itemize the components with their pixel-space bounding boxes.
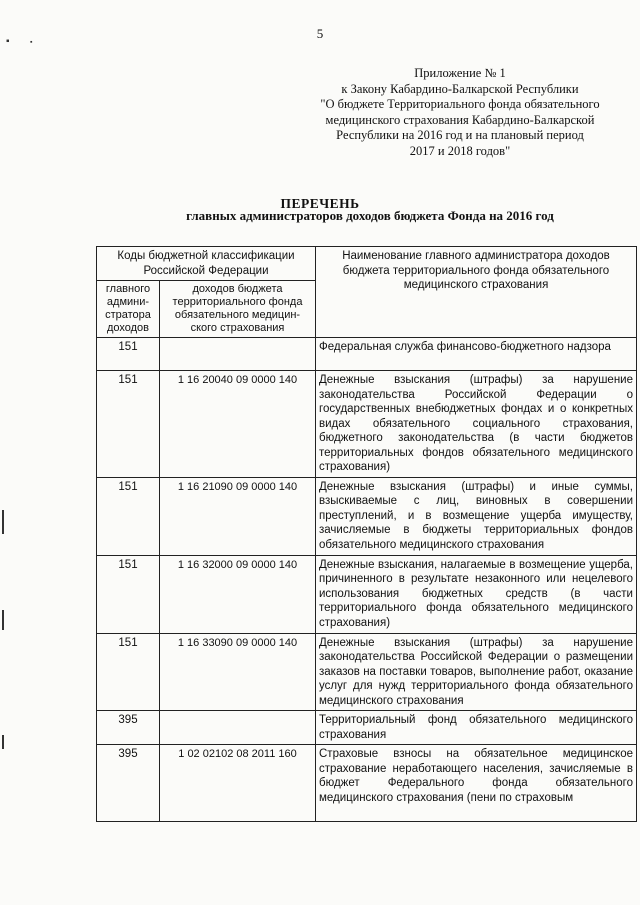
name-cell: Денежные взыскания, налагаемые в возмещение ущерба, причиненного в результате незаконного или нецелевого использования бюджетных средств (в части территориального фонда обязательного медицинского страхования) — [316, 555, 637, 633]
admin-code-cell: 395 — [97, 711, 160, 745]
income-code-cell — [160, 338, 316, 371]
document-subtitle: главных администраторов доходов бюджета Фонда на 2016 год — [186, 208, 554, 223]
scan-speck: ▪ — [30, 38, 33, 46]
admin-code-cell: 151 — [97, 555, 160, 633]
admin-code-cell: 151 — [97, 477, 160, 555]
name-cell: Территориальный фонд обязательного медицинского страхования — [316, 711, 637, 745]
annex-block — [300, 66, 620, 159]
table-row — [97, 633, 637, 711]
document-title: ПЕРЕЧЕНЬ — [280, 196, 360, 211]
scan-speck: ▪ — [6, 36, 10, 47]
table-row — [97, 338, 637, 371]
admin-code-cell: 151 — [97, 633, 160, 711]
annex-line: 2017 и 2018 годов" — [409, 143, 511, 158]
scan-edge-mark — [2, 610, 4, 630]
annex-line: "О бюджете Территориального фонда обязательного — [320, 97, 600, 111]
header-income: доходов бюджета территориального фонда обязательного медицин-ского страхования — [160, 281, 316, 338]
table-row — [97, 477, 637, 555]
income-code-cell: 1 16 21090 09 0000 140 — [160, 477, 316, 555]
income-code-cell: 1 16 33090 09 0000 140 — [160, 633, 316, 711]
income-code-cell: 1 16 20040 09 0000 140 — [160, 371, 316, 478]
table-row — [97, 371, 637, 478]
admin-code-cell: 151 — [97, 338, 160, 371]
admin-code-cell: 151 — [97, 371, 160, 478]
name-cell: Денежные взыскания (штрафы) за нарушение законодательства Российской Федерации о государственных внебюджетных фондах и о конкретных видах обязательного социального страхования, бюджетного законодательства (в части бюджетов территориальных фондов обязательного медицинского страхования) — [316, 371, 637, 478]
scan-edge-mark — [2, 735, 4, 749]
page-number: 5 — [316, 26, 324, 41]
table-row — [97, 711, 637, 745]
name-cell: Федеральная служба финансово-бюджетного надзора — [316, 338, 637, 371]
table-row — [97, 745, 637, 822]
header-codes: Коды бюджетной классификации Российской Федерации — [97, 247, 316, 281]
administrators-table — [96, 246, 637, 822]
header-name: Наименование главного администратора доходов бюджета территориального фонда обязательного медицинского страхования — [316, 247, 637, 338]
table-row — [97, 555, 637, 633]
name-cell: Денежные взыскания (штрафы) за нарушение законодательства Российской Федерации о размещении заказов на поставки товаров, выполнение работ, оказание услуг для нужд территориального фонда обязательного медицинского страхования — [316, 633, 637, 711]
admin-code-cell: 395 — [97, 745, 160, 822]
scan-edge-mark — [2, 510, 4, 534]
annex-line: к Закону Кабардино-Балкарской Республики — [341, 81, 579, 96]
income-code-cell: 1 16 32000 09 0000 140 — [160, 555, 316, 633]
annex-line: медицинского страхования Кабардино-Балкарской — [325, 112, 595, 127]
name-cell: Страховые взносы на обязательное медицинское страхование неработающего населения, зачисляемые в бюджет Федерального фонда обязательного медицинского страхования (пени по страховым — [316, 745, 637, 822]
income-code-cell — [160, 711, 316, 745]
header-admin: главного админи-стратора доходов — [97, 281, 160, 338]
name-cell: Денежные взыскания (штрафы) и иные суммы, взыскиваемые с лиц, виновных в совершении преступлений, и в возмещение ущерба имуществу, зачисляемые в бюджеты территориальных фондов обязательного медицинского страхования — [316, 477, 637, 555]
annex-line: Приложение № 1 — [414, 66, 506, 80]
annex-line: Республики на 2016 год и на плановый период — [336, 128, 584, 142]
income-code-cell: 1 02 02102 08 2011 160 — [160, 745, 316, 822]
